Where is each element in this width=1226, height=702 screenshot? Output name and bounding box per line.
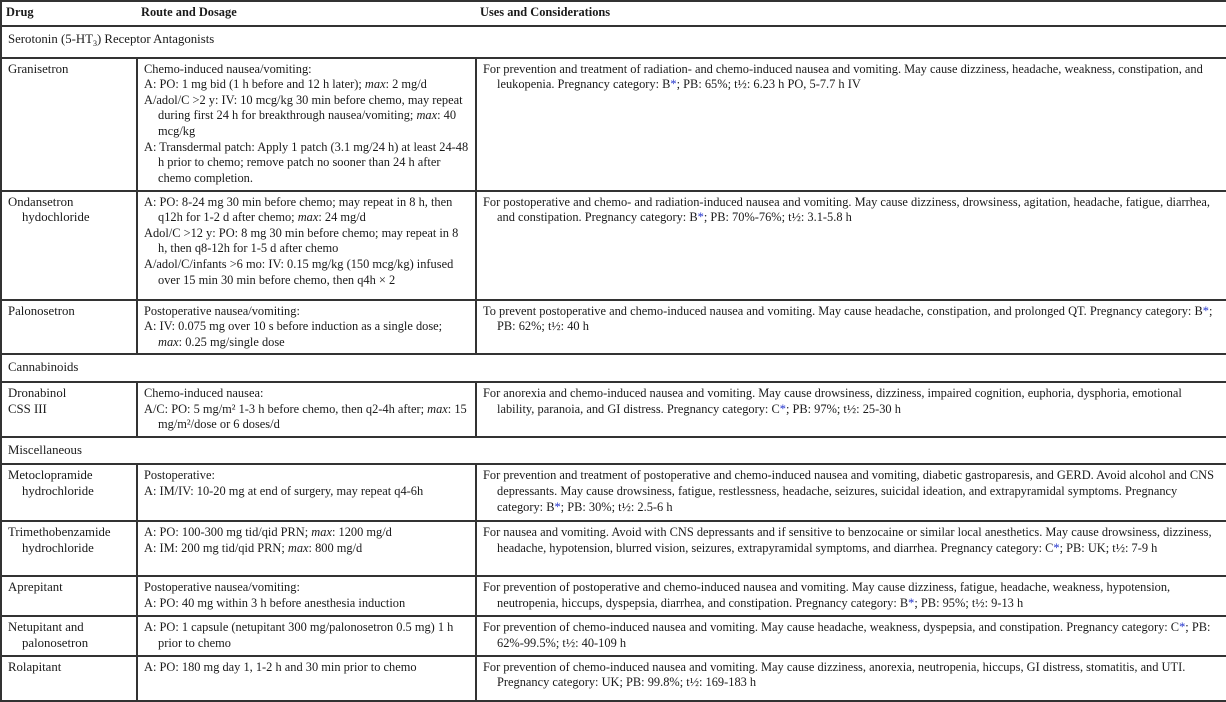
drug-name: Ondansetron hydochloride [1, 191, 137, 300]
table-header-row [1, 1, 1226, 26]
table-row-trimethobenzamide [1, 521, 1226, 576]
uses-considerations: For anorexia and chemo-induced nausea and vomiting. May cause drowsiness, dizziness, impaired cognition, euphoria, dysphoria, emotional lability, paranoia, and GI distress. Pregnancy category: C*; PB: 97%; t½: 25-30 h [476, 382, 1226, 437]
drug-name: Trimethobenzamide hydrochloride [1, 521, 137, 576]
table-row-ondansetron [1, 191, 1226, 300]
uses-considerations: For nausea and vomiting. Avoid with CNS depressants and if sensitive to benzocaine or similar local anesthetics. May cause drowsiness, dizziness, headache, hypotension, blurred vision, seizures, extrapyramidal symptoms, and diarrhea. Pregnancy category: C*; PB: UK; t½: 7-9 h [476, 521, 1226, 576]
drug-name: Palonosetron [1, 300, 137, 355]
table-row-aprepitant [1, 576, 1226, 616]
uses-considerations: For prevention and treatment of radiation- and chemo-induced nausea and vomiting. May cause dizziness, headache, weakness, constipation, and leukopenia. Pregnancy category: B*; PB: 65%; t½: 6.23 h PO, 5-7.7 h IV [476, 58, 1226, 191]
route-dosage: A: PO: 100-300 mg tid/qid PRN; max: 1200 mg/d A: IM: 200 mg tid/qid PRN; max: 800 mg/d [137, 521, 476, 576]
route-dosage: A: PO: 8-24 mg 30 min before chemo; may repeat in 8 h, then q12h for 1-2 d after chemo; max: 24 mg/d Adol/C >12 y: PO: 8 mg 30 min before chemo; may repeat in 8 h, then q8-12h for 1-5 d after chemo A/adol/C/infants >6 mo: IV: 0.15 mg/kg (150 mcg/kg) infused over 15 min 30 min before chemo, then q4h × 2 [137, 191, 476, 300]
category-label: Miscellaneous [1, 437, 1226, 465]
route-dosage: A: PO: 1 capsule (netupitant 300 mg/palonosetron 0.5 mg) 1 h prior to chemo [137, 616, 476, 655]
uses-considerations: For prevention and treatment of postoperative and chemo-induced nausea and vomiting, diabetic gastroparesis, and GERD. Avoid alcohol and CNS depressants. May cause drowsiness, fatigue, restlessness, headache, seizures, suicidal ideation, and extrapyramidal symptoms. Pregnancy category: B*; PB: 30%; t½: 2.5-6 h [476, 464, 1226, 521]
asterisk-marker: * [1179, 620, 1186, 635]
route-dosage: Chemo-induced nausea: A/C: PO: 5 mg/m² 1-3 h before chemo, then q2-4h after; max: 15 mg/m²/dose or 6 doses/d [137, 382, 476, 437]
table-row-rolapitant [1, 656, 1226, 701]
asterisk-marker: * [1202, 303, 1209, 318]
route-dosage: Chemo-induced nausea/vomiting: A: PO: 1 mg bid (1 h before and 12 h later); max: 2 mg/d A/adol/C >2 y: IV: 10 mcg/kg 30 min before chemo, may repeat during first 24 h for breakthrough nausea/vomiting; max: 40 mcg/kg A: Transdermal patch: Apply 1 patch (3.1 mg/24 h) at least 24-48 h prior to chemo; remove patch no sooner than 24 h after chemo completion. [137, 58, 476, 191]
asterisk-marker: * [670, 77, 677, 92]
category-row-cannabinoids [1, 354, 1226, 382]
asterisk-marker: * [697, 210, 704, 225]
header-drug: Drug [1, 1, 137, 26]
category-label: Cannabinoids [1, 354, 1226, 382]
asterisk-marker: * [908, 595, 915, 610]
uses-considerations: For prevention of chemo-induced nausea and vomiting. May cause headache, weakness, dyspepsia, and constipation. Pregnancy category: C*; PB: 62%-99.5%; t½: 40-109 h [476, 616, 1226, 655]
route-dosage: Postoperative: A: IM/IV: 10-20 mg at end of surgery, may repeat q4-6h [137, 464, 476, 521]
asterisk-marker: * [554, 499, 561, 514]
drug-name: Netupitant and palonosetron [1, 616, 137, 655]
table-row-granisetron [1, 58, 1226, 191]
route-dosage: A: PO: 180 mg day 1, 1-2 h and 30 min prior to chemo [137, 656, 476, 701]
uses-considerations: For postoperative and chemo- and radiation-induced nausea and vomiting. May cause dizziness, drowsiness, agitation, headache, fatigue, diarrhea, and constipation. Pregnancy category: B*; PB: 70%-76%; t½: 3.1-5.8 h [476, 191, 1226, 300]
drug-name: Rolapitant [1, 656, 137, 701]
asterisk-marker: * [779, 401, 786, 416]
category-row-serotonin [1, 26, 1226, 58]
category-row-miscellaneous [1, 437, 1226, 465]
uses-considerations: To prevent postoperative and chemo-induced nausea and vomiting. May cause headache, constipation, and prolonged QT. Pregnancy category: B*; PB: 62%; t½: 40 h [476, 300, 1226, 355]
header-route-dosage: Route and Dosage [137, 1, 476, 26]
drug-name: Granisetron [1, 58, 137, 191]
route-dosage: Postoperative nausea/vomiting: A: PO: 40 mg within 3 h before anesthesia induction [137, 576, 476, 616]
table-row-netupitant-palonosetron [1, 616, 1226, 655]
category-label: Serotonin $(5-HT_3)$ Receptor Antagonists [1, 26, 1226, 58]
table-row-palonosetron [1, 300, 1226, 355]
uses-considerations: For prevention of postoperative and chemo-induced nausea and vomiting. May cause dizziness, fatigue, headache, weakness, hypotension, neutropenia, hiccups, dyspepsia, diarrhea, and constipation. Pregnancy category: B*; PB: 95%; t½: 9-13 h [476, 576, 1226, 616]
drug-name: Metoclopramide hydrochloride [1, 464, 137, 521]
drug-name: Aprepitant [1, 576, 137, 616]
asterisk-marker: * [1053, 540, 1060, 555]
route-dosage: Postoperative nausea/vomiting: A: IV: 0.075 mg over 10 s before induction as a single dose; max: 0.25 mg/single dose [137, 300, 476, 355]
header-uses-considerations: Uses and Considerations [476, 1, 1226, 26]
table-row-metoclopramide [1, 464, 1226, 521]
uses-considerations: For prevention of chemo-induced nausea and vomiting. May cause dizziness, anorexia, neutropenia, hiccups, GI distress, stomatitis, and UTI. Pregnancy category: UK; PB: 99.8%; t½: 169-183 h [476, 656, 1226, 701]
drug-name: Dronabinol CSS III [1, 382, 137, 437]
table-row-dronabinol [1, 382, 1226, 437]
